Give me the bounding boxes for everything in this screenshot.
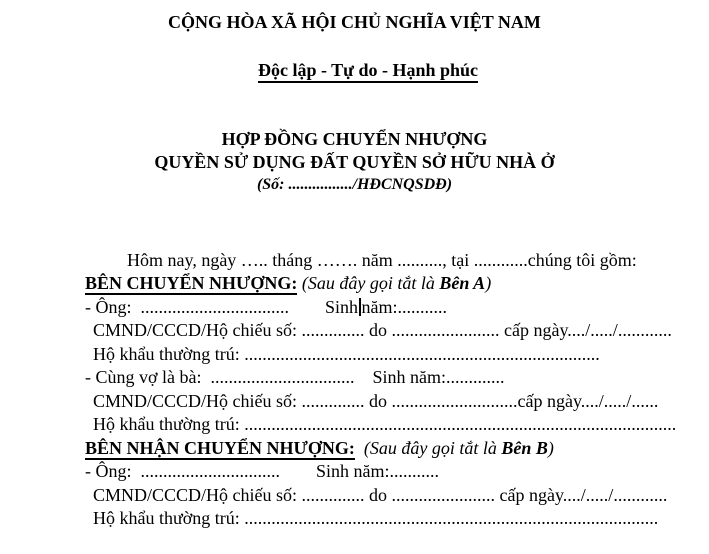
party-a-husband-text-before-cursor: - Ông: ................................. Sinh bbox=[85, 296, 359, 317]
party-a-heading: BÊN CHUYỂN NHƯỢNG: bbox=[85, 273, 298, 293]
intro-line[interactable] bbox=[58, 225, 709, 270]
national-motto-line2: Độc lập - Tự do - Hạnh phúc bbox=[258, 60, 478, 83]
intro-text: Hôm nay, ngày ….. tháng ……. năm .........., tại ............chúng tôi gồm: bbox=[127, 249, 637, 270]
contract-title-line1: HỢP ĐỒNG CHUYỂN NHƯỢNG bbox=[221, 129, 488, 149]
party-a-husband-text-after-cursor: năm:........... bbox=[361, 296, 448, 317]
party-b-note-prefix: (Sau đây gọi tắt là bbox=[354, 437, 502, 458]
national-motto-line1: CỘNG HÒA XÃ HỘI CHỦ NGHĨA VIỆT NAM bbox=[168, 12, 541, 32]
party-b-husband-text: - Ông: ............................... Sinh năm:........... bbox=[85, 461, 439, 481]
contract-body bbox=[0, 225, 709, 528]
party-b-heading: BÊN NHẬN CHUYỂN NHƯỢNG: bbox=[85, 437, 355, 458]
contract-title-block bbox=[0, 128, 709, 195]
party-a-wife-residence-text: Hộ khẩu thường trú: ................................................................................................ bbox=[93, 414, 677, 434]
party-a-id-text: CMND/CCCD/Hộ chiếu số: .............. do ........................ cấp ngày..../...../............ bbox=[93, 320, 672, 340]
party-b-note-name: Bên B bbox=[501, 437, 548, 458]
contract-title-line2: QUYỀN SỬ DỤNG ĐẤT QUYỀN SỞ HỮU NHÀ Ở bbox=[154, 152, 555, 172]
text-cursor bbox=[359, 298, 361, 316]
contract-number-line: (Số: ................/HĐCNQSDĐ) bbox=[256, 176, 453, 193]
party-a-wife-text: - Cùng vợ là bà: ................................ Sinh năm:............. bbox=[85, 367, 505, 387]
party-a-note-suffix: ) bbox=[485, 273, 492, 293]
party-a-note-prefix: (Sau đây gọi tắt là bbox=[297, 273, 440, 293]
national-header bbox=[0, 10, 709, 106]
party-a-note-name: Bên A bbox=[439, 273, 486, 293]
party-b-note-suffix: ) bbox=[547, 437, 554, 458]
party-b-id-text: CMND/CCCD/Hộ chiếu số: .............. do ....................... cấp ngày..../...../............ bbox=[93, 484, 668, 505]
party-b-residence-text: Hộ khẩu thường trú: ............................................................................................ bbox=[93, 508, 659, 528]
party-a-residence-text: Hộ khẩu thường trú: ............................................................................... bbox=[93, 343, 600, 364]
party-a-wife-id-text: CMND/CCCD/Hộ chiếu số: .............. do ............................cấp ngày..../...../...... bbox=[93, 390, 659, 411]
